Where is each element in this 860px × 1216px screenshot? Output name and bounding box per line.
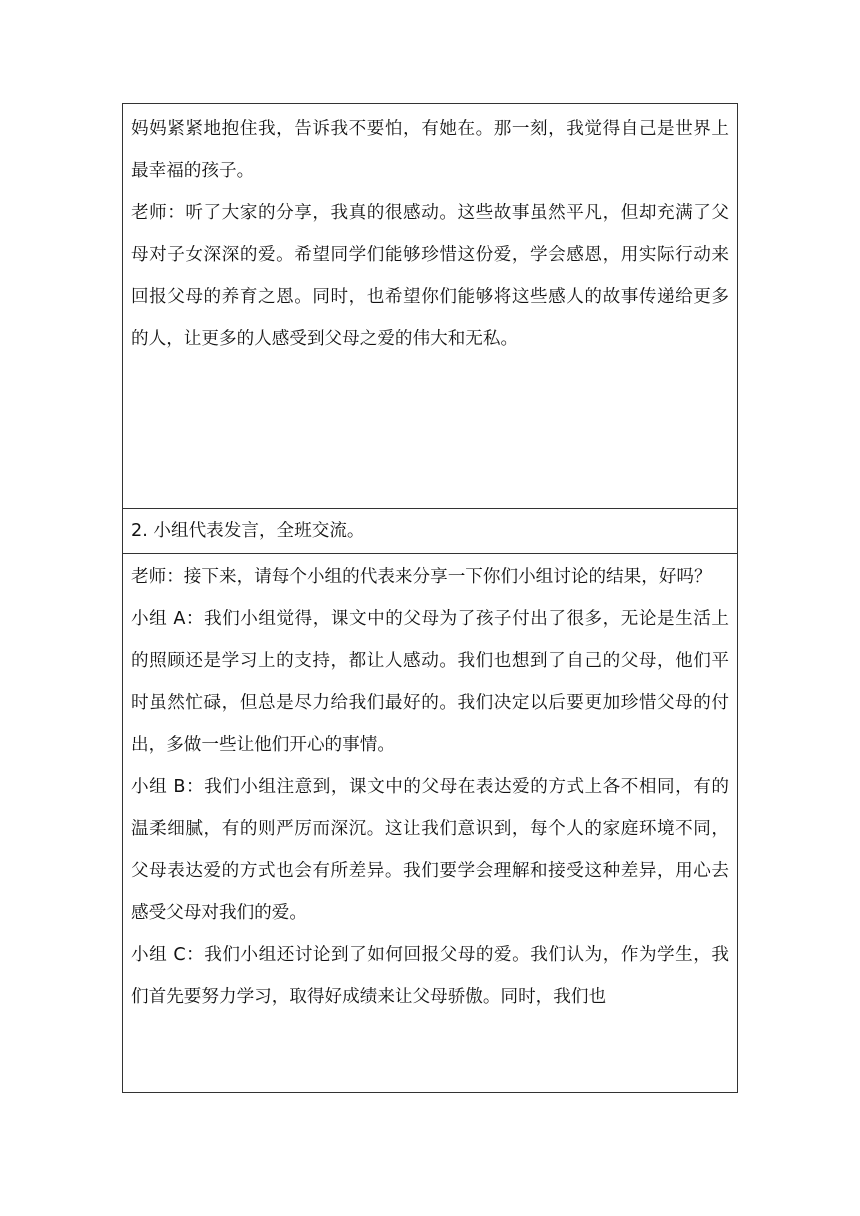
- table-cell-discussion: [123, 554, 738, 1093]
- table-cell-story: [123, 104, 738, 509]
- paragraph-group-c: 小组 C：我们小组还讨论到了如何回报父母的爱。我们认为，作为学生，我们首先要努力学习，取得好成绩来让父母骄傲。同时，我们也: [131, 945, 729, 1007]
- paragraph-group-b: 小组 B：我们小组注意到，课文中的父母在表达爱的方式上各不相同，有的温柔细腻，有的则严厉而深沉。这让我们意识到，每个人的家庭环境不同，父母表达爱的方式也会有所差异。我们要学会理解和接受这种差异，用心去感受父母对我们的爱。: [131, 777, 729, 923]
- table-row: [123, 509, 738, 554]
- paragraph-teacher-prompt: 老师：接下来，请每个小组的代表来分享一下你们小组讨论的结果，好吗？: [131, 567, 712, 587]
- table-row: [123, 554, 738, 1093]
- paragraph-teacher-comment: 老师：听了大家的分享，我真的很感动。这些故事虽然平凡，但却充满了父母对子女深深的爱。希望同学们能够珍惜这份爱，学会感恩，用实际行动来回报父母的养育之恩。同时，也希望你们能够将这些感人的故事传递给更多的人，让更多的人感受到父母之爱的伟大和无私。: [131, 203, 729, 349]
- paragraph-mother-story: 妈妈紧紧地抱住我，告诉我不要怕，有她在。那一刻，我觉得自己是世界上最幸福的孩子。: [131, 119, 729, 181]
- table-cell-heading: [123, 509, 738, 554]
- section-heading: 2. 小组代表发言，全班交流。: [131, 521, 365, 541]
- lesson-table: [122, 103, 738, 1093]
- table-row: [123, 104, 738, 509]
- paragraph-group-a: 小组 A：我们小组觉得，课文中的父母为了孩子付出了很多，无论是生活上的照顾还是学习上的支持，都让人感动。我们也想到了自己的父母，他们平时虽然忙碌，但总是尽力给我们最好的。我们决定以后要更加珍惜父母的付出，多做一些让他们开心的事情。: [131, 609, 729, 755]
